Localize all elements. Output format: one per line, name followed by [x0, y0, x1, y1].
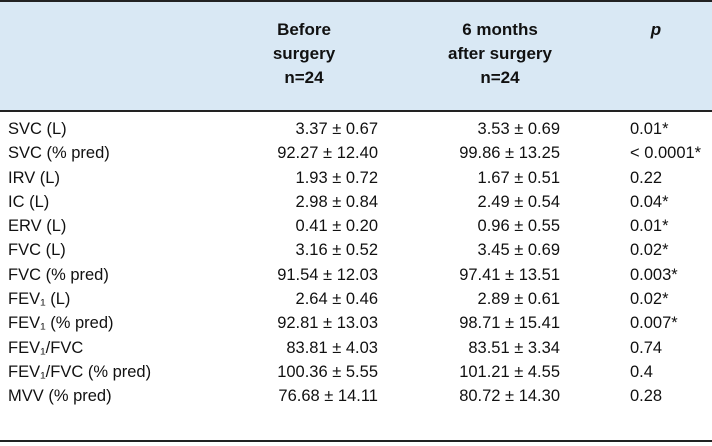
- before-value: 92.27 ± 12.40: [277, 144, 378, 163]
- after-value: 3.45 ± 0.69: [477, 241, 560, 260]
- table-row: [0, 238, 712, 262]
- after-value: 83.51 ± 3.34: [468, 338, 560, 357]
- row-label: FVC (% pred): [8, 265, 109, 284]
- row-label: SVC (L): [8, 120, 67, 138]
- row-label: FEV₁ (% pred): [8, 314, 114, 333]
- table-row: [0, 384, 712, 408]
- after-value: 99.86 ± 13.25: [459, 144, 560, 163]
- p-value: < 0.0001*: [630, 144, 702, 163]
- table-row: [0, 263, 712, 287]
- after-value: 1.67 ± 0.51: [477, 168, 560, 187]
- before-value: 1.93 ± 0.72: [295, 168, 378, 187]
- table-row: [0, 287, 712, 311]
- p-value: 0.003*: [630, 265, 678, 284]
- after-value: 101.21 ± 4.55: [459, 362, 560, 381]
- row-label: ERV (L): [8, 217, 67, 236]
- after-value: 2.89 ± 0.61: [477, 290, 560, 309]
- before-value: 76.68 ± 14.11: [278, 387, 378, 406]
- row-label: FEV₁/FVC: [8, 338, 84, 357]
- before-value: 91.54 ± 12.03: [277, 265, 378, 284]
- bottom-rule: [0, 440, 712, 442]
- before-value: 100.36 ± 5.55: [277, 362, 378, 381]
- before-value: 0.41 ± 0.20: [295, 217, 378, 236]
- table-body: [0, 117, 712, 409]
- table-header: [0, 0, 712, 112]
- table-row: [0, 311, 712, 335]
- row-label: FEV₁/FVC (% pred): [8, 362, 152, 381]
- before-value: 2.98 ± 0.84: [295, 192, 378, 211]
- table-row: [0, 117, 712, 141]
- row-label: SVC (% pred): [8, 144, 110, 163]
- after-value: 80.72 ± 14.30: [459, 387, 560, 406]
- p-value: 0.04*: [630, 192, 669, 211]
- table-row: [0, 141, 712, 165]
- header-after-line-2: after surgery: [448, 44, 552, 63]
- header-before-line-3: n=24: [284, 68, 324, 87]
- p-value: 0.28: [630, 387, 663, 406]
- header-before-surgery: [250, 18, 358, 90]
- header-after-line-1: 6 months: [462, 20, 538, 39]
- table-row: [0, 166, 712, 190]
- after-value: 0.96 ± 0.55: [477, 217, 560, 236]
- table-row: [0, 360, 712, 384]
- header-before-line-1: Before: [277, 20, 331, 39]
- before-value: 3.37 ± 0.67: [295, 120, 378, 138]
- p-value: 0.22: [630, 168, 663, 187]
- row-label: FVC (L): [8, 241, 66, 260]
- after-value: 98.71 ± 15.41: [459, 314, 560, 333]
- row-label: IRV (L): [8, 168, 60, 187]
- before-value: 83.81 ± 4.03: [286, 338, 378, 357]
- after-value: 97.41 ± 13.51: [459, 265, 560, 284]
- p-value: 0.01*: [630, 217, 669, 236]
- before-value: 92.81 ± 13.03: [277, 314, 378, 333]
- before-value: 3.16 ± 0.52: [295, 241, 378, 260]
- table-row: [0, 214, 712, 238]
- p-value: 0.02*: [630, 241, 669, 260]
- p-value: 0.02*: [630, 290, 669, 309]
- p-value: 0.4: [630, 362, 653, 381]
- row-label: MVV (% pred): [8, 387, 112, 406]
- after-value: 3.53 ± 0.69: [477, 120, 560, 138]
- header-after-surgery: [420, 18, 580, 90]
- p-value: 0.74: [630, 338, 663, 357]
- table-row: [0, 190, 712, 214]
- row-label: IC (L): [8, 192, 50, 211]
- before-value: 2.64 ± 0.46: [295, 290, 378, 309]
- header-after-line-3: n=24: [480, 68, 520, 87]
- header-before-line-2: surgery: [272, 44, 336, 63]
- table-row: [0, 336, 712, 360]
- row-label: FEV₁ (L): [8, 290, 71, 309]
- header-p-value: p: [650, 20, 662, 39]
- p-value: 0.01*: [630, 120, 669, 138]
- after-value: 2.49 ± 0.54: [477, 192, 560, 211]
- p-value: 0.007*: [630, 314, 678, 333]
